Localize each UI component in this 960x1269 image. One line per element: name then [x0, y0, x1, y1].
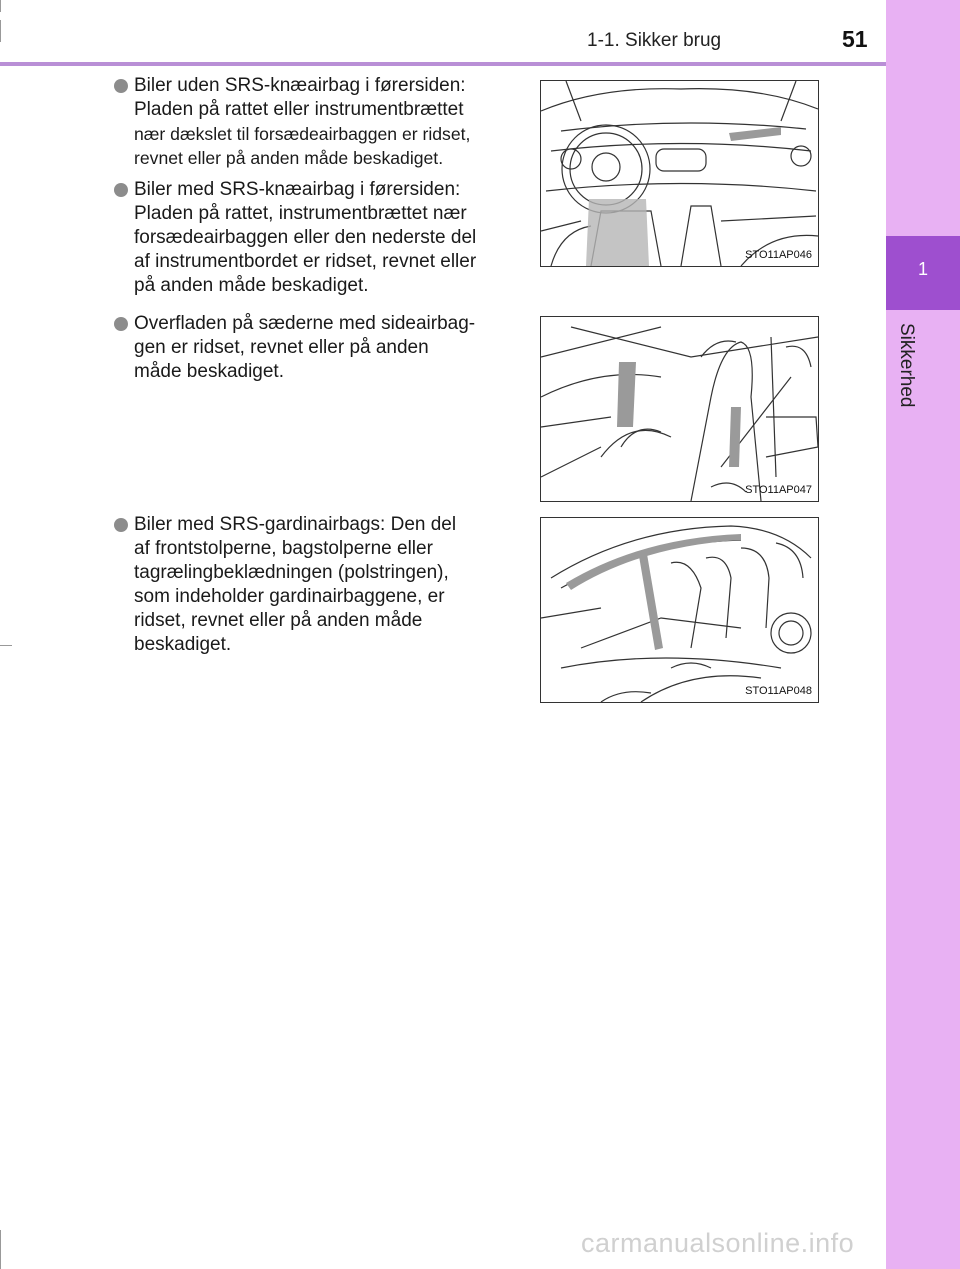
crop-mark — [0, 645, 12, 646]
curtain-airbags-illustration — [541, 518, 818, 702]
figure-code: STO11AP048 — [745, 685, 812, 697]
item-text: Overfladen på sæderne med sideairbag- gen er ridset, revnet eller på anden måde beskadiget. — [134, 313, 476, 382]
bullet-icon — [114, 79, 128, 93]
header-rule — [0, 62, 886, 66]
watermark: carmanualsonline.info — [581, 1228, 855, 1258]
chapter-number: 1 — [917, 259, 928, 279]
seats-illustration — [541, 317, 818, 501]
item-text: Biler med SRS-gardinairbags: Den del af frontstolperne, bagstolperne eller tagrælingbeklædningen (polstringen), som indeholder gardinairbaggene, er ridset, revnet eller på anden måde beskadiget. — [134, 514, 457, 655]
page-number: 51 — [842, 26, 868, 52]
list-item — [134, 74, 520, 170]
figure-dashboard — [540, 80, 819, 267]
bullet-icon — [114, 317, 128, 331]
crop-mark — [0, 20, 1, 42]
list-item — [134, 178, 520, 298]
chapter-label: Sikkerhed — [896, 323, 917, 408]
crop-mark — [0, 0, 1, 12]
section-title: 1-1. Sikker brug — [587, 30, 722, 51]
figure-code: STO11AP046 — [745, 249, 812, 261]
figure-curtain-airbags — [540, 517, 819, 703]
list-item — [134, 513, 520, 657]
chapter-side-tab — [886, 0, 960, 1269]
item-text: Biler med SRS-knæairbag i førersiden: Pladen på rattet, instrumentbrættet nær forsædeairbaggen eller den nederste del af instrumentbordet er ridset, revnet eller på anden måde beskadiget. — [134, 179, 477, 296]
figure-seats — [540, 316, 819, 502]
figure-code: STO11AP047 — [745, 484, 812, 496]
bullet-icon — [114, 183, 128, 197]
item-text: Biler uden SRS-knæairbag i førersiden: Pladen på rattet eller instrumentbrættet nær dækslet til forsædeairbaggen er ridset, revnet eller på anden måde beskadiget. — [134, 75, 471, 168]
crop-mark — [0, 1230, 1, 1269]
bullet-icon — [114, 518, 128, 532]
list-item — [134, 312, 520, 384]
dashboard-illustration — [541, 81, 818, 266]
